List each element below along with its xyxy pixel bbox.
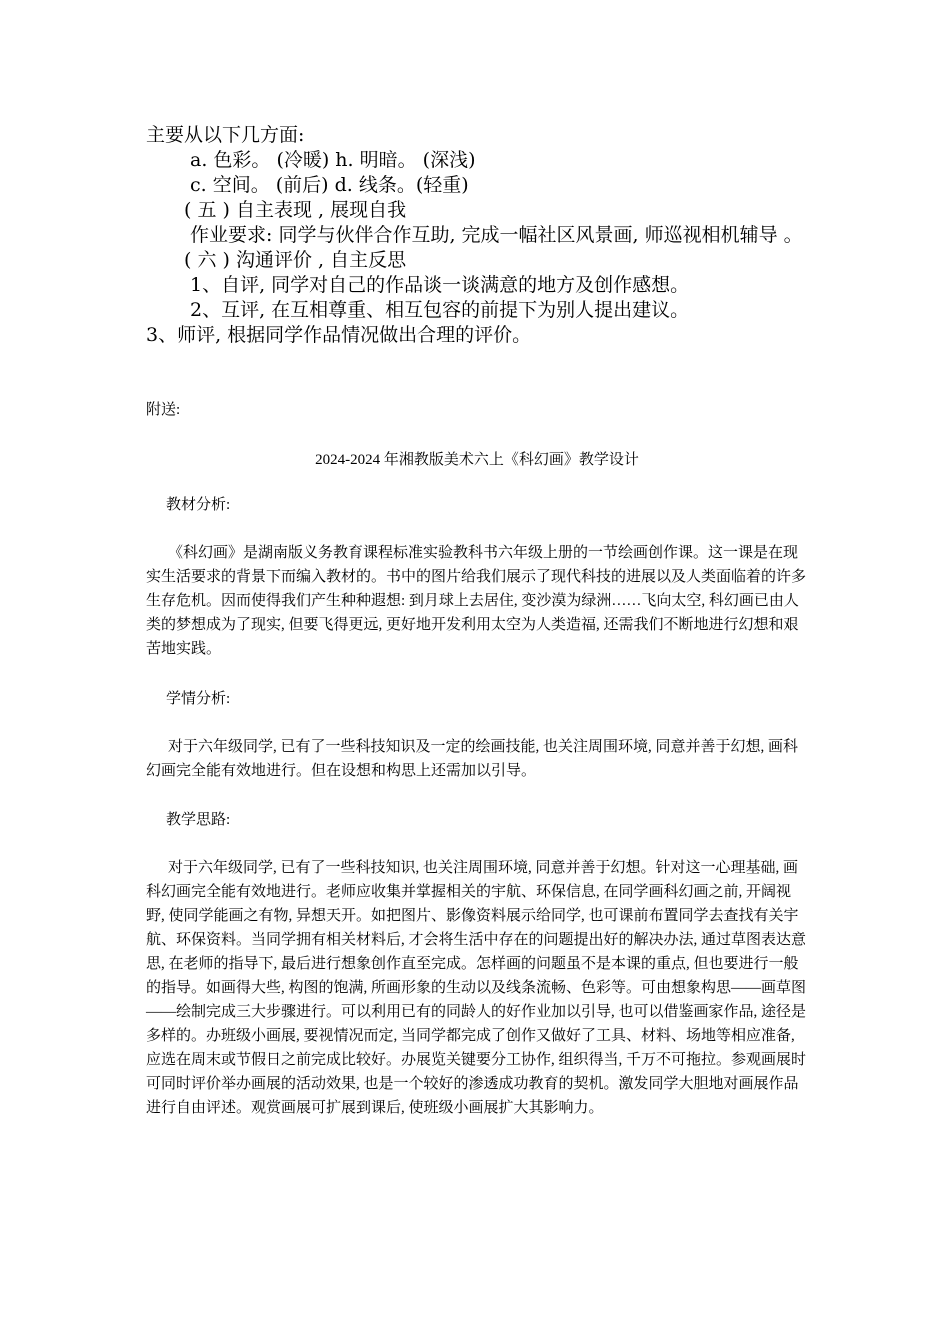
step-six-heading: ( 六 ) 沟通评价 , 自主反思 (184, 249, 407, 271)
homework-requirement: 作业要求: 同学与伙伴合作互助, 完成一幅社区风景画, 师巡视相机辅导 。 (190, 224, 803, 246)
attachment-label: 附送: (146, 402, 181, 418)
document-title: 2024-2024 年湘教版美术六上《科幻画》教学设计 (315, 452, 639, 468)
section-textbook-body: 《科幻画》是湖南版义务教育课程标准实验教科书六年级上册的一节绘画创作课。这一课是在现实生活要求的背景下而编入教材的。书中的图片给我们展示了现代科技的进展以及人类面临着的许多生存危机。因而使得我们产生种种遐想: 到月球上去居住, 变沙漠为绿洲……飞向太空, 科幻画已由人类的梦想成为了现实, 但要飞得更远, 更好地开发利用太空为人类造福, 还需我们不断地进行幻想和艰苦地实践。 (146, 545, 807, 657)
section-textbook-heading: 教材分析: (166, 497, 231, 513)
lesson-steps-block (146, 123, 811, 348)
aspects-intro-line: 主要从以下几方面: (146, 124, 305, 146)
aspects-line-color-light: a. 色彩。 (冷暖) h. 明暗。 (深浅) (190, 149, 476, 171)
teacher-evaluation-line: 3、师评, 根据同学作品情况做出合理的评价。 (146, 324, 532, 346)
self-evaluation-line: 1、自评, 同学对自己的作品谈一谈满意的地方及创作感想。 (190, 274, 690, 296)
section-approach-body: 对于六年级同学, 已有了一些科技知识, 也关注周围环境, 同意并善于幻想。针对这一心理基础, 画科幻画完全能有效地进行。老师应收集并掌握相关的宇航、环保信息, 在同学画科幻画之前, 开阔视野, 使同学能画之有物, 异想天开。如把图片、影像资料展示给同学, 也可课前布置同学去查找有关宇航、环保资料。当同学拥有相关材料后, 才会将生活中存在的问题提出好的解决办法, 通过草图表达意思, 在老师的指导下, 最后进行想象创作直至完成。怎样画的问题虽不是本课的重点, 但也要进行一般的指导。如画得大些, 构图的饱满, 所画形象的生动以及线条流畅、色彩等。可由想象构思——画草图——绘制完成三大步骤进行。可以利用已有的同龄人的好作业加以引导, 也可以借鉴画家作品, 途径是多样的。办班级小画展, 要视情况而定, 当同学都完成了创作又做好了工具、材料、场地等相应准备, 应选在周末或节假日之前完成比较好。办展览关键要分工协作, 组织得当, 千万不可拖拉。参观画展时可同时评价举办画展的活动效果, 也是一个较好的渗透成功教育的契机。激发同学大胆地对画展作品进行自由评述。观赏画展可扩展到课后, 使班级小画展扩大其影响力。 (146, 860, 807, 1116)
peer-evaluation-line: 2、互评, 在互相尊重、相互包容的前提下为别人提出建议。 (190, 299, 690, 321)
section-approach-heading: 教学思路: (166, 812, 231, 828)
aspects-line-space-line: c. 空间。 (前后) d. 线条。(轻重) (190, 174, 469, 196)
section-students-heading: 学情分析: (166, 691, 231, 707)
section-students-body: 对于六年级同学, 已有了一些科技知识及一定的绘画技能, 也关注周围环境, 同意并善于幻想, 画科幻画完全能有效地进行。但在设想和构思上还需加以引导。 (146, 739, 799, 779)
step-five-heading: ( 五 ) 自主表现 , 展现自我 (184, 199, 407, 221)
